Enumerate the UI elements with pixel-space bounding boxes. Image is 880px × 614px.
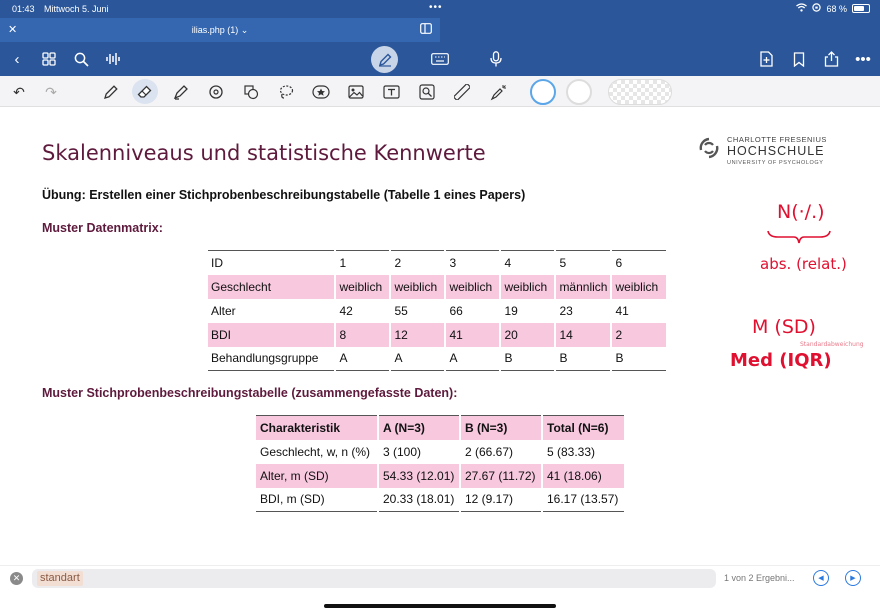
element-tool-icon[interactable] [240,82,262,102]
table-cell: 12 (9.17) [460,488,542,512]
row-label: Geschlecht, w, n (%) [260,444,371,459]
table-cell: 3 [445,251,500,275]
table-cell: 1 [335,251,390,275]
column-header: A (N=3) [378,416,460,440]
browser-tab[interactable] [0,18,440,42]
color-swatch-white[interactable] [566,79,592,105]
search-icon[interactable] [69,48,93,70]
table-cell: 12 [390,323,445,347]
table-cell: weiblich [611,275,666,299]
table-cell: A [390,347,445,371]
table-cell: A [335,347,390,371]
page-title: Skalenniveaus und statistische Kennwerte [42,141,486,165]
ruler-tool-icon[interactable] [451,82,473,102]
table-cell: 54.33 (12.01) [378,464,460,488]
table-cell: 6 [611,251,666,275]
battery-percent: 68 % [826,3,847,14]
table-row [256,464,624,488]
brace-annotation-icon [766,227,832,245]
home-area [0,590,880,614]
table-cell: 27.67 (11.72) [460,464,542,488]
table-cell: B [555,347,611,371]
image-tool-icon[interactable] [345,82,367,102]
text-tool-icon[interactable] [380,82,402,102]
redo-icon[interactable]: ↷ [45,83,57,100]
table-row [208,251,666,275]
table-cell: 2 [611,323,666,347]
table-cell: weiblich [390,275,445,299]
status-date: Mittwoch 5. Juni [44,4,109,14]
next-result-icon[interactable]: ▶ [845,570,861,586]
back-icon[interactable]: ‹ [14,50,20,68]
table-cell: B [500,347,555,371]
wifi-icon [796,3,807,14]
table-cell: 5 (83.33) [542,440,624,464]
column-header: Charakteristik [256,416,378,440]
row-label: BDI, m (SD) [260,492,325,507]
data-matrix-table [208,250,666,371]
home-indicator[interactable] [324,604,556,608]
table-cell: 55 [390,299,445,323]
row-label: Behandlungsgruppe [211,351,319,366]
audio-waveform-icon[interactable] [101,48,125,70]
table-cell: 41 [445,323,500,347]
status-bar [0,0,880,18]
row-label: Geschlecht [208,275,335,299]
university-logo [698,135,838,169]
table-cell: 8 [335,323,390,347]
scan-tool-icon[interactable] [416,82,438,102]
row-label: ID [211,255,223,270]
annotation-med-iqr: Med (IQR) [730,350,832,371]
orientation-lock-icon [812,3,821,14]
row-label: BDI [208,323,335,347]
sticker-tool-icon[interactable] [310,82,332,102]
more-options-icon[interactable]: ••• [855,50,871,68]
column-header: B (N=3) [460,416,542,440]
exercise-heading: Übung: Erstellen einer Stichprobenbeschreibungstabelle (Tabelle 1 eines Papers) [42,188,526,202]
table-cell: weiblich [335,275,390,299]
table-row [256,488,624,512]
annotation-m-sd: M (SD) [752,316,816,338]
search-query: standart [37,571,83,586]
annotation-n-percent: N(·/.) [777,201,825,223]
sample-description-table [256,415,624,512]
table-cell: weiblich [445,275,500,299]
laser-pointer-icon[interactable] [487,82,509,102]
row-label: Alter, m (SD) [256,464,378,488]
table-cell: weiblich [500,275,555,299]
table-cell: 66 [445,299,500,323]
table-cell: männlich [555,275,611,299]
table-header-row [256,416,624,440]
section-heading-matrix: Muster Datenmatrix: [42,221,163,235]
column-header: Total (N=6) [542,416,624,440]
chevron-down-icon[interactable]: ⌄ [240,25,249,35]
share-icon[interactable] [819,48,843,70]
tab-bar [0,18,880,42]
close-tab-icon[interactable]: ✕ [8,24,18,36]
pen-tools-toolbar [0,76,880,107]
search-input[interactable] [32,569,716,588]
table-row [208,347,666,371]
bookmark-icon[interactable] [787,48,811,70]
table-cell: 41 (18.06) [542,464,624,488]
previous-result-icon[interactable]: ◀ [813,570,829,586]
find-bar [0,565,880,590]
annotation-standardabweichung: Standardabweichung [800,341,864,348]
table-row [208,299,666,323]
battery-icon [852,4,870,13]
table-cell: 20 [500,323,555,347]
lasso-tool-icon[interactable] [275,82,297,102]
logo-mark-icon [698,137,720,159]
color-swatch-transparent[interactable] [608,79,672,105]
split-view-icon[interactable] [420,23,432,37]
table-cell: 19 [500,299,555,323]
highlighter-tool-icon[interactable] [170,82,192,102]
keyboard-icon[interactable] [428,48,452,70]
status-time: 01:43 [12,4,35,14]
logo-line-3: UNIVERSITY OF PSYCHOLOGY [727,160,824,166]
table-cell: 14 [555,323,611,347]
pen-tool-icon[interactable] [100,82,122,102]
logo-line-2: HOCHSCHULE [727,144,825,158]
table-row [256,440,624,464]
table-row [208,323,666,347]
pen-mode-button[interactable] [371,46,398,73]
table-cell: 3 (100) [378,440,460,464]
color-swatch-blue-selected[interactable] [530,79,556,105]
annotation-abs-relat: abs. (relat.) [760,255,847,273]
logo-line-1: CHARLOTTE FRESENIUS [727,135,827,144]
table-cell: 4 [500,251,555,275]
row-label: Alter [211,303,236,318]
document-page[interactable] [0,107,880,565]
table-cell: 2 [390,251,445,275]
clear-search-icon[interactable]: ✕ [10,572,23,585]
undo-icon[interactable]: ↶ [13,83,25,100]
table-cell: B [611,347,666,371]
table-cell: 2 (66.67) [460,440,542,464]
table-cell: 42 [335,299,390,323]
section-heading-summary: Muster Stichprobenbeschreibungstabelle (zusammengefasste Daten): [42,386,458,400]
table-cell: 20.33 (18.01) [378,488,460,512]
table-cell: A [445,347,500,371]
main-toolbar [0,42,880,76]
table-row [208,275,666,299]
microphone-icon[interactable] [484,48,508,70]
eraser-tool-icon[interactable] [134,82,156,102]
table-cell: 5 [555,251,611,275]
add-page-icon[interactable] [754,48,778,70]
handwritten-annotations[interactable] [720,189,880,389]
multitask-dots-icon[interactable]: ••• [429,2,443,13]
table-cell: 41 [611,299,666,323]
table-cell: 16.17 (13.57) [542,488,624,512]
grid-view-icon[interactable] [37,48,61,70]
table-cell: 23 [555,299,611,323]
shapes-tool-icon[interactable] [205,82,227,102]
tab-title: ilias.php (1) [191,25,239,35]
search-result-count: 1 von 2 Ergebni... [724,573,795,583]
